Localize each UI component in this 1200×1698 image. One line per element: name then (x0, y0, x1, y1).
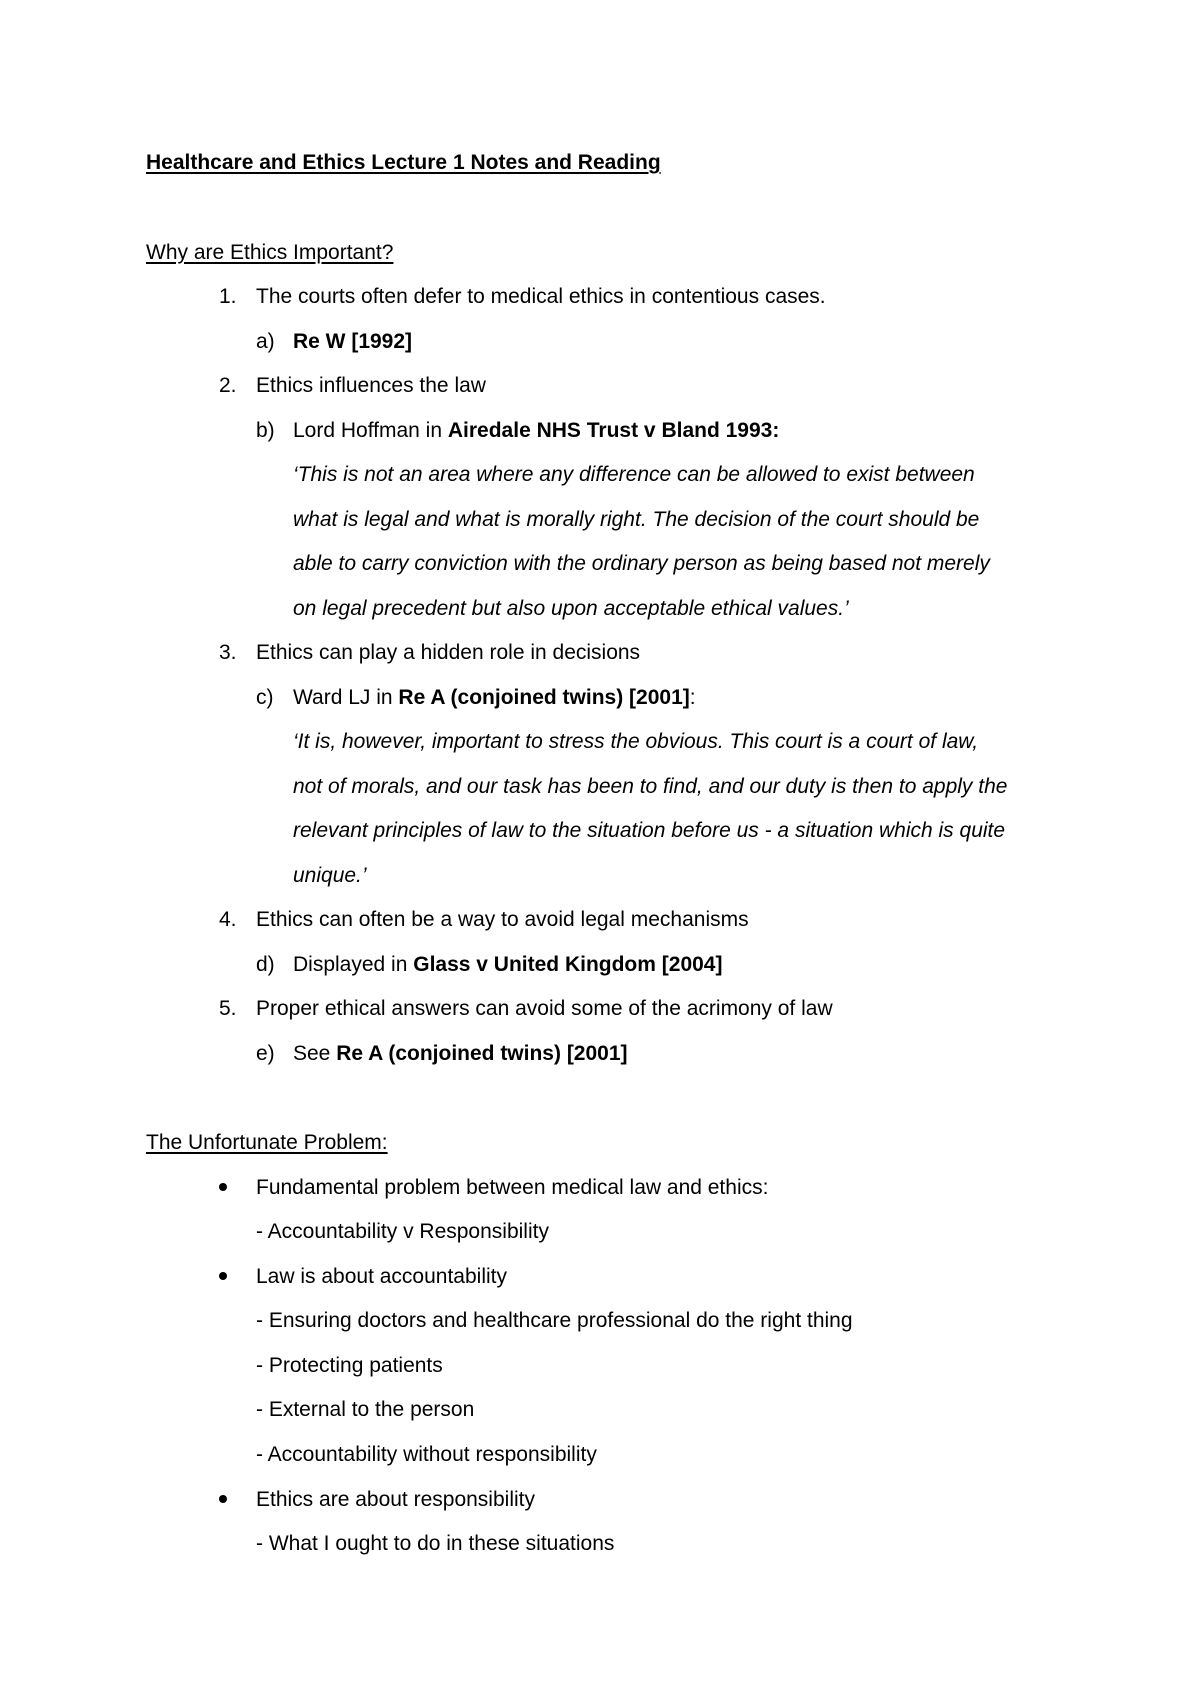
quote-line: ‘It is, however, important to stress the obvious. This court is a court of law, (293, 730, 979, 753)
sub-item-prefix: Ward LJ in (293, 686, 399, 709)
bullet-icon (219, 1495, 227, 1503)
quote-line: on legal precedent but also upon acceptable ethical values.’ (293, 597, 849, 620)
document-title: Healthcare and Ethics Lecture 1 Notes and Reading (146, 151, 661, 174)
sub-item-text (293, 418, 779, 444)
sub-item-text (293, 952, 722, 978)
list-letter: d) (256, 953, 275, 976)
section-heading-why-ethics: Why are Ethics Important? (146, 241, 394, 264)
case-citation: Re A (conjoined twins) [2001] (336, 1042, 628, 1065)
quote-line: able to carry conviction with the ordinary person as being based not merely (293, 552, 990, 575)
bullet-sub-text: - Accountability v Responsibility (256, 1220, 549, 1243)
bullet-sub-text: - Ensuring doctors and healthcare professional do the right thing (256, 1309, 853, 1332)
sub-item-text (293, 685, 696, 711)
case-citation: Airedale NHS Trust v Bland 1993: (447, 419, 780, 442)
case-citation: Glass v United Kingdom [2004] (413, 953, 723, 976)
bullet-text: Law is about accountability (256, 1265, 507, 1288)
sub-item-prefix: Displayed in (293, 953, 414, 976)
bullet-sub-text: - External to the person (256, 1398, 475, 1421)
list-letter: a) (256, 330, 275, 353)
list-item-text: Ethics can play a hidden role in decisions (256, 641, 641, 664)
case-citation: Re A (conjoined twins) [2001] (398, 686, 690, 709)
list-letter: b) (256, 419, 275, 442)
quote-line: relevant principles of law to the situation before us - a situation which is quite (293, 819, 1006, 842)
list-item-text: Ethics influences the law (256, 374, 486, 397)
bullet-icon (219, 1272, 227, 1280)
sub-item-prefix: See (293, 1042, 337, 1065)
list-number: 2. (219, 374, 237, 397)
bullet-text: Fundamental problem between medical law and ethics: (256, 1176, 769, 1199)
list-item-text: Proper ethical answers can avoid some of the acrimony of law (256, 997, 833, 1020)
list-item-text: Ethics can often be a way to avoid legal mechanisms (256, 908, 749, 931)
case-citation: Re W [1992] (293, 330, 413, 353)
sub-item-text (293, 1041, 628, 1067)
quote-line: not of morals, and our task has been to find, and our duty is then to apply the (293, 775, 1008, 798)
list-number: 4. (219, 908, 237, 931)
quote-line: ‘This is not an area where any difference can be allowed to exist between (293, 463, 975, 486)
quote-line: unique.’ (293, 864, 367, 887)
list-letter: e) (256, 1042, 275, 1065)
list-letter: c) (256, 686, 274, 709)
list-number: 5. (219, 997, 237, 1020)
bullet-sub-text: - What I ought to do in these situations (256, 1532, 615, 1555)
section-heading-unfortunate-problem: The Unfortunate Problem: (146, 1131, 388, 1154)
list-number: 1. (219, 285, 237, 308)
sub-item-prefix: Lord Hoffman in (293, 419, 448, 442)
list-number: 3. (219, 641, 237, 664)
quote-line: what is legal and what is morally right. The decision of the court should be (293, 508, 980, 531)
bullet-sub-text: - Protecting patients (256, 1354, 443, 1377)
bullet-icon (219, 1183, 227, 1191)
bullet-sub-text: - Accountability without responsibility (256, 1443, 597, 1466)
list-item-text: The courts often defer to medical ethics in contentious cases. (256, 285, 826, 308)
bullet-text: Ethics are about responsibility (256, 1488, 535, 1511)
sub-item-suffix: : (689, 686, 696, 709)
